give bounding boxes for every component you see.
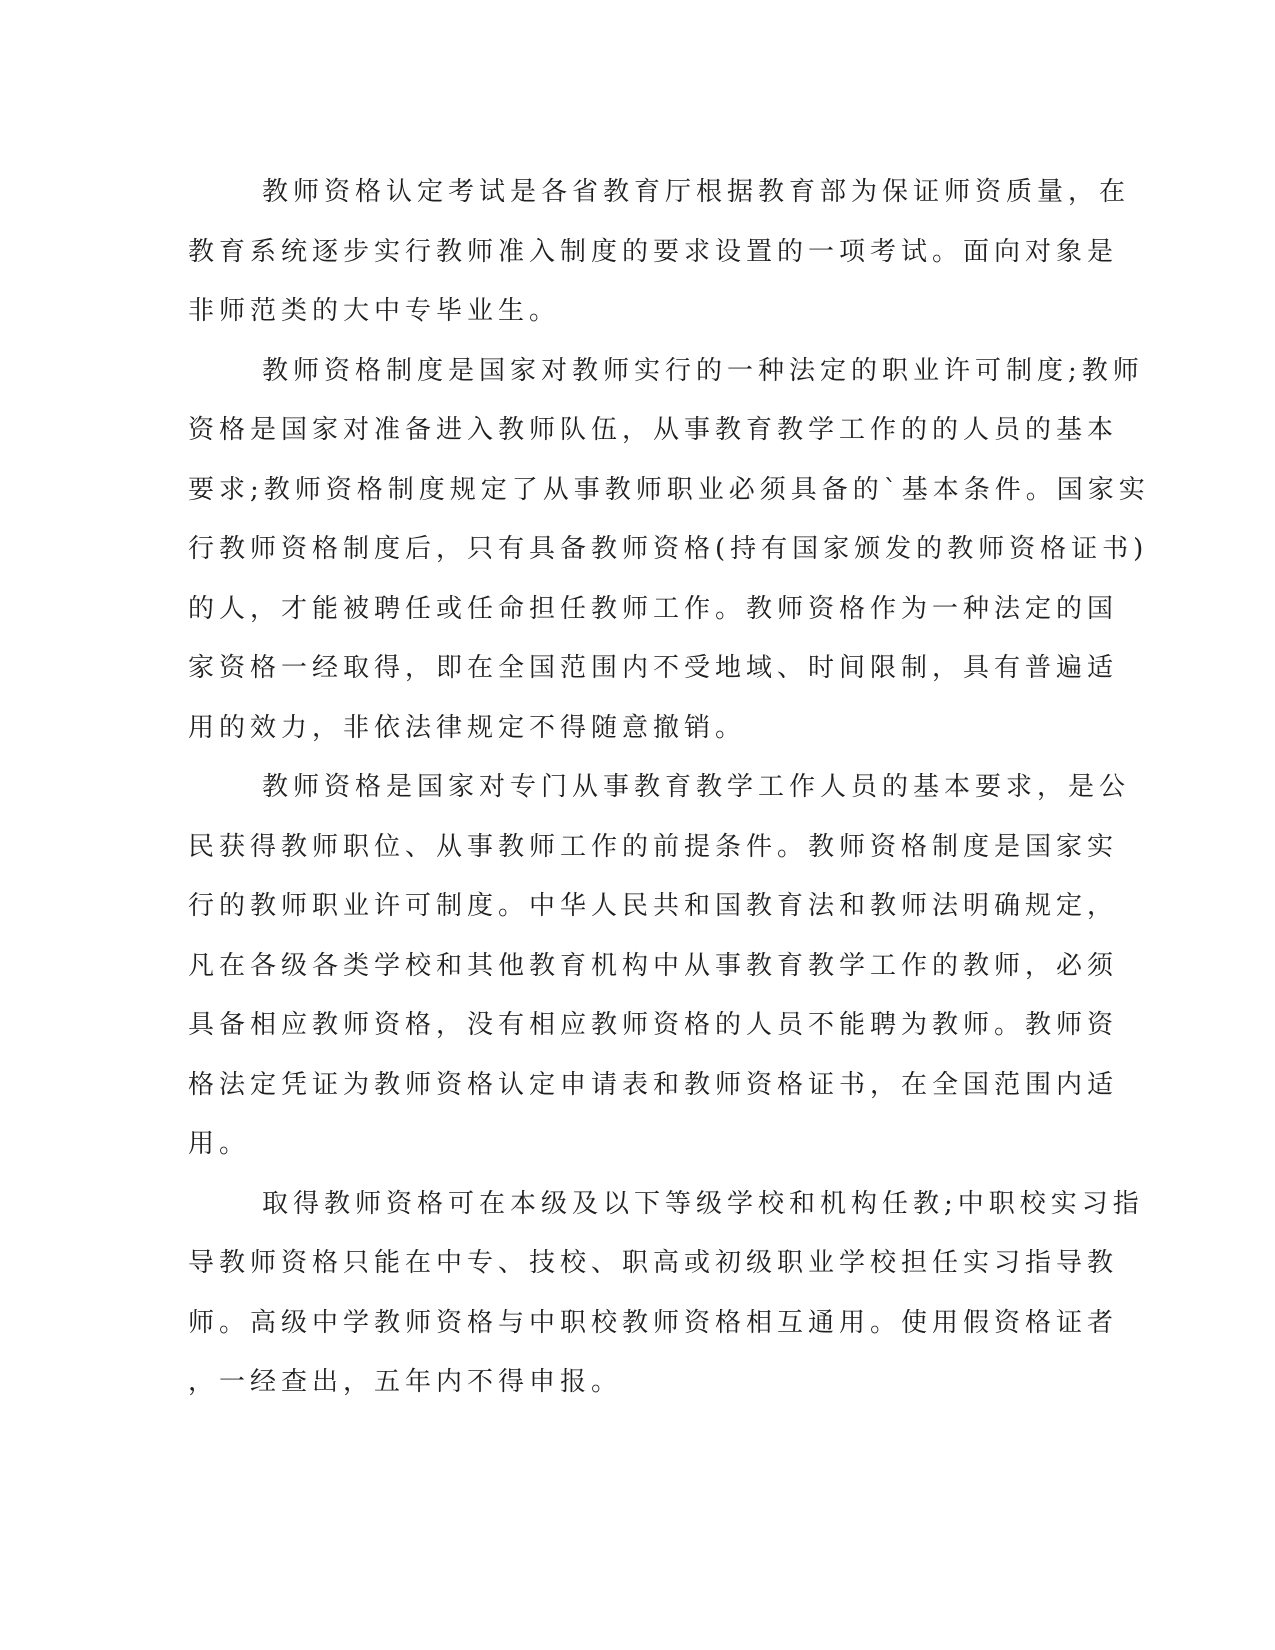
paragraph-line: 用的效力，非依法律规定不得随意撤销。 — [188, 712, 747, 743]
paragraph-line: 资格是国家对准备进入教师队伍，从事教育教学工作的的人员的基本 — [188, 415, 1119, 445]
document-body — [188, 163, 1150, 1413]
paragraph-line: 的人，才能被聘任或任命担任教师工作。教师资格作为一种法定的国 — [188, 593, 1119, 624]
paragraph-line: 行的教师职业许可制度。中华人民共和国教育法和教师法明确规定， — [188, 891, 1119, 921]
paragraph-line: 教师资格认定考试是各省教育厅根据教育部为保证师资质量，在 — [262, 177, 1131, 207]
paragraph-line: 要求;教师资格制度规定了从事教师职业必须具备的`基本条件。国家实 — [188, 474, 1150, 505]
paragraph-4 — [188, 1175, 1144, 1413]
paragraph-line: 师。高级中学教师资格与中职校教师资格相互通用。使用假资格证者 — [188, 1307, 1119, 1338]
paragraph-1 — [188, 163, 1131, 342]
paragraph-line: 取得教师资格可在本级及以下等级学校和机构任教;中职校实习指 — [262, 1188, 1144, 1219]
paragraph-line: 民获得教师职位、从事教师工作的前提条件。教师资格制度是国家实 — [188, 831, 1119, 862]
paragraph-line: 教师资格是国家对专门从事教育教学工作人员的基本要求，是公 — [262, 772, 1131, 802]
paragraph-line: 具备相应教师资格，没有相应教师资格的人员不能聘为教师。教师资 — [188, 1010, 1119, 1040]
paragraph-line: ，一经查出，五年内不得申报。 — [188, 1367, 623, 1397]
paragraph-2 — [188, 342, 1150, 759]
paragraph-line: 非师范类的大中专毕业生。 — [188, 296, 561, 326]
paragraph-line: 导教师资格只能在中专、技校、职高或初级职业学校担任实习指导教 — [188, 1248, 1119, 1278]
paragraph-line: 教师资格制度是国家对教师实行的一种法定的职业许可制度;教师 — [262, 355, 1144, 386]
paragraph-line: 凡在各级各类学校和其他教育机构中从事教育教学工作的教师，必须 — [188, 950, 1119, 981]
paragraph-line: 行教师资格制度后，只有具备教师资格(持有国家颁发的教师资格证书) — [188, 534, 1149, 564]
paragraph-line: 教育系统逐步实行教师准入制度的要求设置的一项考试。面向对象是 — [188, 236, 1119, 267]
paragraph-line: 用。 — [188, 1129, 251, 1159]
paragraph-line: 格法定凭证为教师资格认定申请表和教师资格证书，在全国范围内适 — [188, 1069, 1119, 1100]
paragraph-line: 家资格一经取得，即在全国范围内不受地域、时间限制，具有普遍适 — [188, 653, 1119, 683]
paragraph-3 — [188, 758, 1131, 1175]
